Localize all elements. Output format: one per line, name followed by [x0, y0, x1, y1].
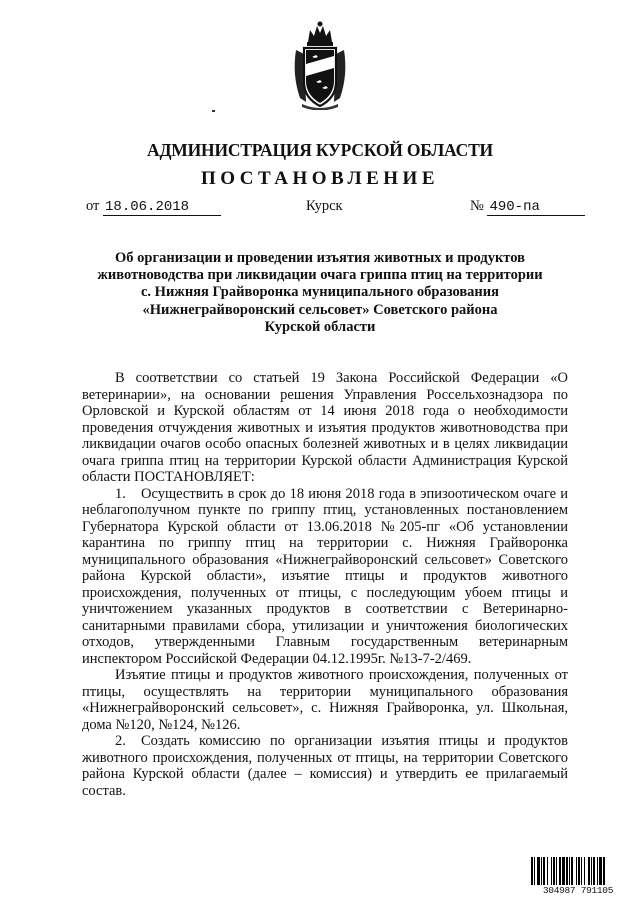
item-2-number: 2. — [115, 733, 126, 749]
item-1-number: 1. — [115, 485, 126, 502]
document-type: ПОСТАНОВЛЕНИЕ — [200, 168, 440, 189]
barcode-bars — [530, 857, 626, 885]
barcode-number: 304987 791105 — [542, 885, 614, 896]
date-field — [86, 198, 221, 216]
date-prefix: от — [86, 198, 100, 214]
coat-of-arms-emblem — [292, 20, 348, 110]
title-line: Курской области — [264, 318, 376, 335]
title-line: Об организации и проведении изъятия животных и продуктов — [115, 250, 525, 266]
paragraph-2: Изъятие птицы и продуктов животного происхождения, полученных от птицы, осуществлять на территории муниципального образования «Нижнеграйворонский сельсовет», с. Нижняя Грайворонка, ул. Школьная, дома №120, №124, №126. — [82, 667, 568, 733]
title-line: с. Нижняя Грайворонка муниципального образования — [140, 284, 499, 301]
number-prefix: № — [470, 198, 484, 214]
city: Курск — [306, 198, 343, 214]
document-body — [82, 370, 568, 799]
date-value: 18.06.2018 — [103, 200, 221, 216]
item-1-text: Осуществить в срок до 18 июня 2018 года в эпизоотическом очаге и неблагополучном пункте по гриппу птиц, установленных постановлением Губернатора Курской области от 13.06.2018 №205-пг «Об установлении карантина по гриппу птиц на территории с. Нижняя Грайворонка муниципального образования «Нижнеграйворонский сельсовет» Советского района Курской области», изъятие птицы и продуктов животного происхождения, полученных от птицы, с последующим убоем птицы и уничтожением указанных продуктов в соответствии с Ветеринарно-санитарными правилами сбора, утилизации и уничтожения биологических отходов, утвержденными Главным государственным ветеринарным инспектором Российской Федерации 04.12.1995г. №13-7-2/469. — [82, 485, 568, 667]
stray-mark — [212, 110, 215, 112]
title-line: «Нижнеграйворонский сельсовет» Советского района — [142, 301, 498, 318]
title-line: животноводства при ликвидации очага гриппа птиц на территории — [97, 267, 543, 284]
item-2-text: Создать комиссию по организации изъятия птицы и продуктов животного происхождения, полученных от птицы, на территории Советского района Курской области (далее – комиссия) и утвердить ее прилагаемый состав. — [82, 733, 568, 799]
document-number-field — [470, 198, 585, 216]
document-title — [70, 250, 570, 336]
item-2-paragraph — [82, 733, 568, 799]
barcode — [530, 857, 626, 897]
document-number: 490-па — [487, 200, 585, 216]
organization-name: АДМИНИСТРАЦИЯ КУРСКОЙ ОБЛАСТИ — [147, 140, 493, 160]
intro-paragraph: В соответствии со статьей 19 Закона Российской Федерации «О ветеринарии», на основании решения Управления Россельхознадзора по Орловской и Курской областям от 14 июня 2018 года о необходимости проведения отчуждения животных и изъятия продуктов животноводства при ликвидации очагов особо опасных болезней животных и в целях ликвидации очага гриппа птиц на территории Курской области Администрация Курской области ПОСТАНОВЛЯЕТ: — [82, 370, 568, 485]
item-1-paragraph — [82, 486, 568, 668]
